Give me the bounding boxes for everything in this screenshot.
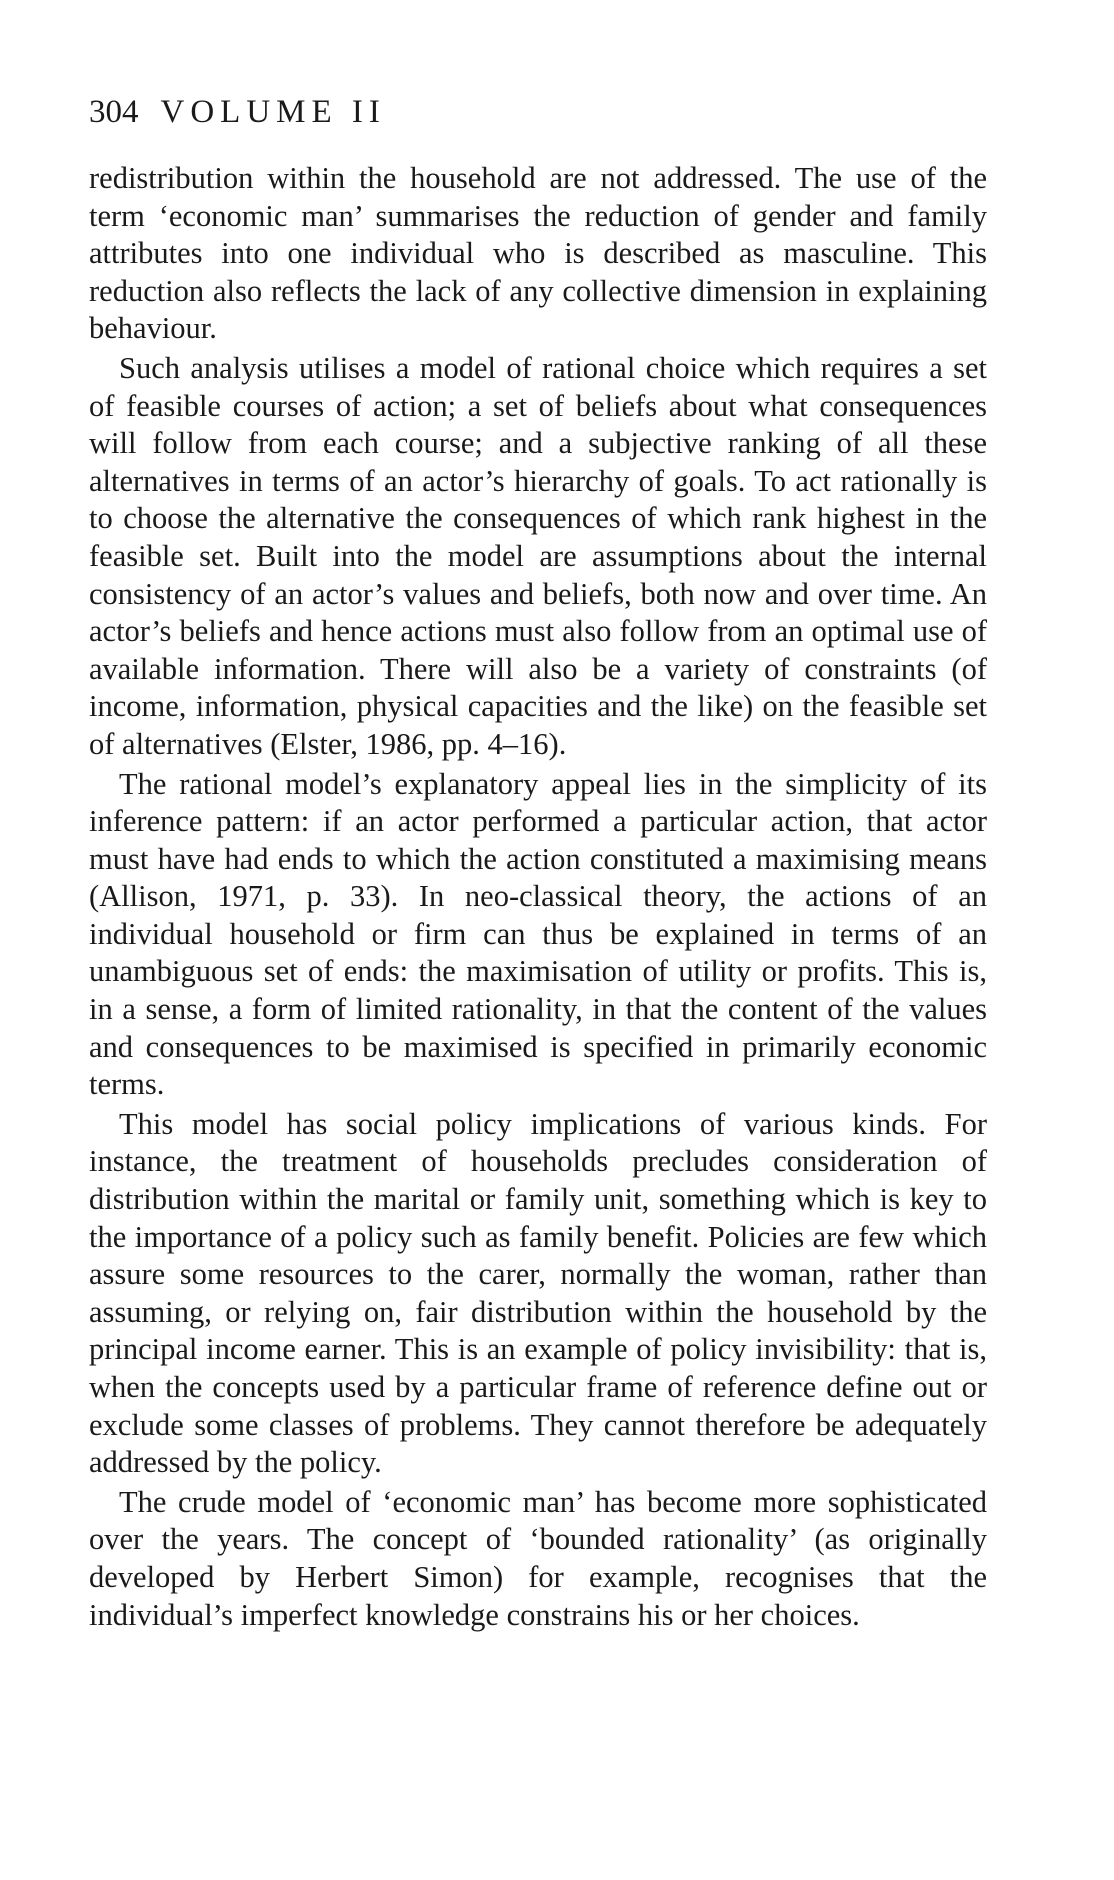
running-head <box>89 92 386 132</box>
paragraph-continued: redistribution within the household are not addressed. The use of the term ‘economic man’ summarises the reduction of gender and family attributes into one individual who is described as masculine. This reduction also reflects the lack of any collective dimension in explaining behaviour. <box>89 161 987 346</box>
paragraph-bounded-rationality: The crude model of ‘economic man’ has become more sophisticated over the years. The concept of ‘bounded rationality’ (as originally developed by Herbert Simon) for example, recognises that the individual’s imperfect knowledge constrains his or her choices. <box>89 1484 987 1632</box>
paragraph-explanatory-appeal: The rational model’s explanatory appeal lies in the simplicity of its inference pattern: if an actor performed a particular action, that actor must have had ends to which the action constituted a maximising means (Allison, 1971, p. 33). In neo-classical theory, the actions of an individual household or firm can thus be explained in terms of an unambiguous set of ends: the maximisation of utility or profits. This is, in a sense, a form of limited rationality, in that the content of the values and consequences to be maximised is specified in primarily economic terms. <box>89 766 987 1102</box>
body-text <box>89 160 987 1636</box>
paragraph-policy-implications: This model has social policy implications of various kinds. For instance, the treatment of households precludes consideration of distribution within the marital or family unit, something which is key to the importance of a policy such as family benefit. Policies are few which assure some resources to the carer, normally the woman, rather than assuming, or relying on, fair distribution within the household by the principal income earner. This is an example of policy invisibility: that is, when the concepts used by a particular frame of reference define out or exclude some classes of problems. They cannot therefore be adequately addressed by the policy. <box>89 1106 987 1480</box>
page-number: 304 <box>89 94 139 130</box>
running-title: VOLUME II <box>160 94 386 130</box>
paragraph-rational-choice: Such analysis utilises a model of rational choice which requires a set of feasible courses of action; a set of beliefs about what consequences will follow from each course; and a subjective ranking of all these alternatives in terms of an actor’s hierarchy of goals. To act rationally is to choose the alternative the consequences of which rank highest in the feasible set. Built into the model are assumptions about the internal consistency of an actor’s values and beliefs, both now and over time. An actor’s beliefs and hence actions must also follow from an optimal use of available information. There will also be a variety of constraints (of income, information, physical capacities and the like) on the feasible set of alternatives (Elster, 1986, pp. 4–16). <box>89 350 987 761</box>
